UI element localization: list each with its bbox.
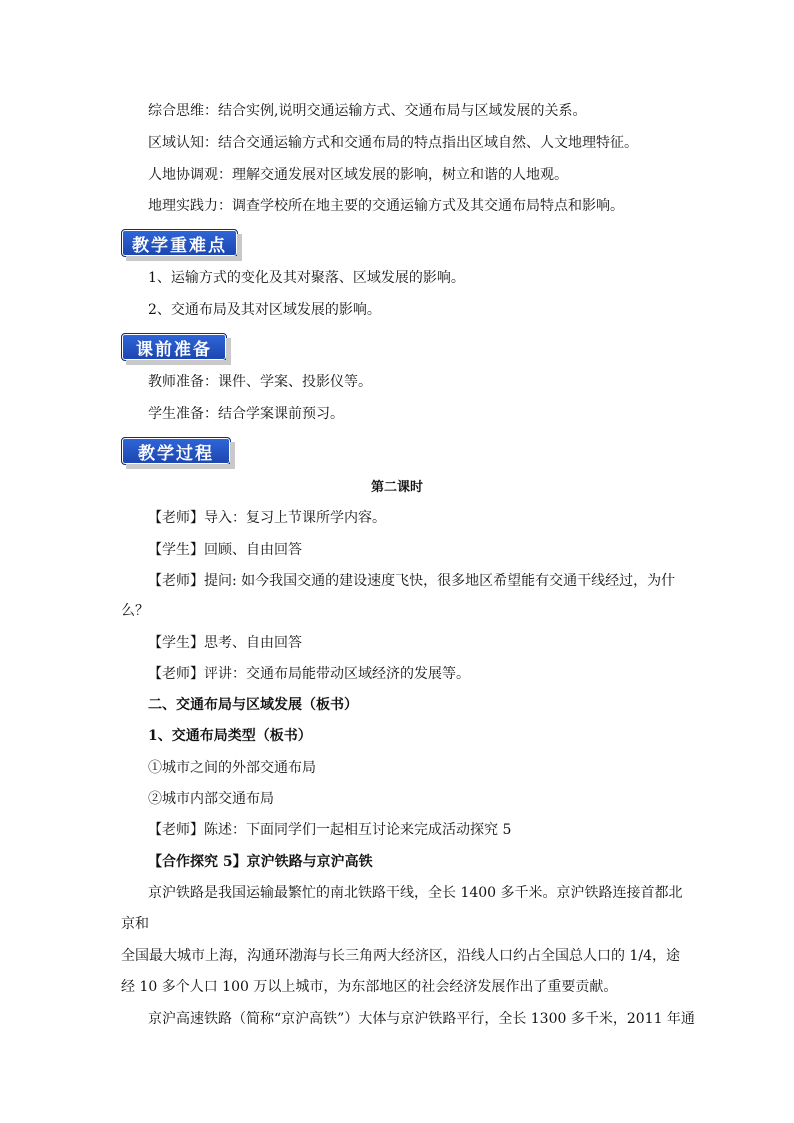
process-line: 么？ (121, 603, 149, 619)
process-line: 【老师】提问: 如今我国交通的建设速度飞快，很多地区希望能有交通干线经过，为什 (148, 573, 676, 589)
process-line: 【老师】陈述：下面同学们一起相互讨论来完成活动探究 5 (148, 822, 512, 838)
process-line: 【老师】评讲：交通布局能带动区域经济的发展等。 (148, 666, 470, 682)
preparation-heading: 课前准备 (121, 333, 227, 361)
objective-line: 区域认知：结合交通运输方式和交通布局的特点指出区域自然、人文地理特征。 (148, 135, 638, 151)
key-point-line: 1、运输方式的变化及其对聚落、区域发展的影响。 (148, 270, 465, 286)
key-point-line: 2、交通布局及其对区域发展的影响。 (148, 302, 381, 318)
preparation-line: 学生准备：结合学案课前预习。 (148, 406, 344, 422)
blackboard-subheading: 1、交通布局类型（板书） (148, 728, 312, 744)
objective-line: 综合思维：结合实例,说明交通运输方式、交通布局与区域发展的关系。 (148, 103, 587, 119)
body-paragraph: 京和 (121, 916, 149, 932)
process-line: 【学生】思考、自由回答 (148, 635, 302, 651)
key-points-heading: 教学重难点 (121, 229, 238, 257)
process-line: ①城市之间的外部交通布局 (148, 760, 316, 776)
process-line: 【学生】回顾、自由回答 (148, 542, 302, 558)
process-line: ②城市内部交通布局 (148, 791, 274, 807)
objective-line: 地理实践力：调查学校所在地主要的交通运输方式及其交通布局特点和影响。 (148, 198, 624, 214)
body-paragraph: 京沪高速铁路（简称“京沪高铁”）大体与京沪铁路平行，全长 1300 多千米，2011 年通 (148, 1011, 695, 1027)
lesson-title: 第二课时 (370, 480, 423, 495)
process-line: 【老师】导入：复习上节课所学内容。 (148, 510, 386, 526)
blackboard-heading: 二、交通布局与区域发展（板书） (148, 697, 358, 713)
process-heading: 教学过程 (121, 437, 231, 465)
body-paragraph: 经 10 多个人口 100 万以上城市，为东部地区的社会经济发展作出了重要贡献。 (121, 979, 618, 995)
objective-line: 人地协调观：理解交通发展对区域发展的影响，树立和谐的人地观。 (148, 167, 568, 183)
activity-heading: 【合作探究 5】京沪铁路与京沪高铁 (148, 854, 373, 870)
body-paragraph: 全国最大城市上海，沟通环渤海与长三角两大经济区，沿线人口约占全国总人口的 1/4，途 (121, 948, 680, 964)
preparation-line: 教师准备：课件、学案、投影仪等。 (148, 374, 372, 390)
body-paragraph: 京沪铁路是我国运输最繁忙的南北铁路干线，全长 1400 多千米。京沪铁路连接首都北 (148, 885, 683, 901)
